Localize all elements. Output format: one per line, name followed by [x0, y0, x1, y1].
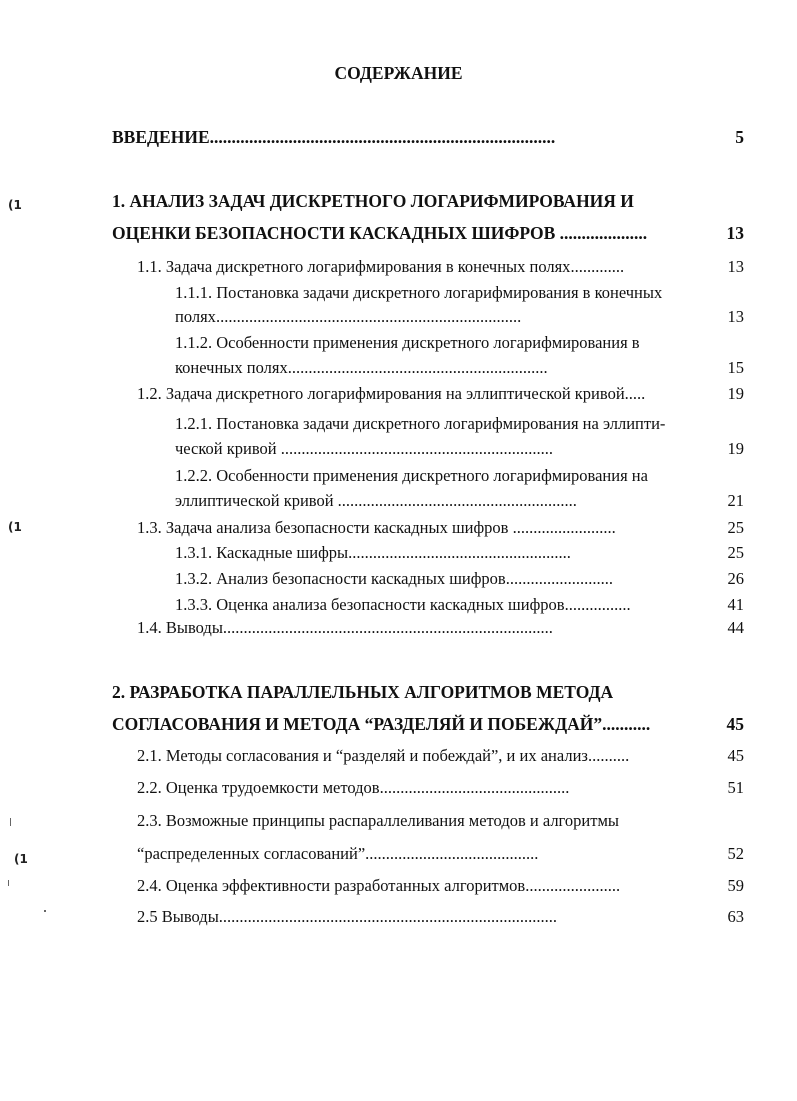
toc-leader: ..........................................	[365, 844, 539, 863]
toc-entry-text: ОЦЕНКИ БЕЗОПАСНОСТИ КАСКАДНЫХ ШИФРОВ	[112, 223, 556, 243]
toc-leader: ..........................	[505, 569, 613, 588]
toc-chapter-2-heading-line1[interactable]	[112, 681, 744, 703]
margin-mark: (1	[8, 520, 22, 534]
toc-entry-text: 2. РАЗРАБОТКА ПАРАЛЛЕЛЬНЫХ АЛГОРИТМОВ МЕТОДА	[112, 682, 614, 702]
toc-entry-1-1[interactable]	[137, 256, 744, 278]
toc-entry-text: ВВЕДЕНИЕ	[112, 127, 210, 147]
toc-entry-text: 1.3.3. Оценка анализа безопасности каскадных шифров	[175, 595, 565, 614]
toc-entry-text: 1. АНАЛИЗ ЗАДАЧ ДИСКРЕТНОГО ЛОГАРИФМИРОВАНИЯ И	[112, 191, 634, 211]
toc-leader: .......................	[525, 876, 621, 895]
toc-entry-1-4[interactable]	[137, 617, 744, 639]
toc-entry-2-5[interactable]	[137, 906, 744, 928]
toc-page-number: 25	[727, 518, 744, 537]
toc-page-number: 45	[727, 746, 744, 765]
toc-entry-text: 1.3.1. Каскадные шифры	[175, 543, 349, 562]
toc-page-number: 26	[727, 569, 744, 588]
toc-leader: ..............................................	[379, 778, 570, 797]
toc-page-number: 5	[735, 127, 744, 147]
toc-entry-1-3-3[interactable]	[175, 594, 744, 616]
toc-entry-text: 1.2.1. Постановка задачи дискретного логарифмирования на эллипти-	[175, 414, 666, 433]
toc-entry-1-2-1-line2[interactable]	[175, 438, 744, 460]
toc-entry-1-1-1-line2[interactable]	[175, 306, 744, 328]
toc-chapter-2-heading-line2[interactable]	[112, 713, 744, 735]
toc-entry-2-3-line1[interactable]	[137, 810, 744, 832]
toc-entry-1-2-2-line1[interactable]	[175, 465, 744, 487]
toc-leader: ..........	[587, 746, 630, 765]
toc-entry-text: конечных полях	[175, 358, 288, 377]
toc-entry-1-2-2-line2[interactable]	[175, 490, 744, 512]
toc-entry-1-2-1-line1[interactable]	[175, 413, 744, 435]
toc-page-number: 51	[727, 778, 744, 797]
page-title: СОДЕРЖАНИЕ	[334, 63, 463, 83]
toc-leader: ...............................................................................	[209, 127, 556, 147]
toc-page-number: 21	[727, 491, 744, 510]
toc-entry-text: 1.1.2. Особенности применения дискретного логарифмирования в	[175, 333, 640, 352]
toc-entry-text: 2.4. Оценка эффективности разработанных алгоритмов	[137, 876, 526, 895]
toc-leader: .............	[570, 257, 625, 276]
toc-entry-1-1-2-line2[interactable]	[175, 357, 744, 379]
toc-chapter-1-heading-line1[interactable]	[112, 190, 744, 212]
toc-leader: ..........................................................	[333, 491, 577, 510]
toc-chapter-1-heading-line2[interactable]	[112, 222, 744, 244]
toc-entry-2-3-line2[interactable]	[137, 843, 744, 865]
toc-entry-2-2[interactable]	[137, 777, 744, 799]
toc-entry-text: 1.3. Задача анализа безопасности каскадных шифров	[137, 518, 509, 537]
toc-entry-introduction[interactable]	[112, 126, 744, 148]
toc-entry-text: 1.2. Задача дискретного логарифмирования на эллиптической кривой	[137, 384, 625, 403]
toc-leader: ................	[564, 595, 631, 614]
toc-entry-text: 1.1. Задача дискретного логарифмирования в конечных полях	[137, 257, 571, 276]
toc-entry-1-1-1-line1[interactable]	[175, 282, 744, 304]
toc-entry-text: “распределенных согласований”	[137, 844, 366, 863]
toc-entry-text: СОГЛАСОВАНИЯ И МЕТОДА “РАЗДЕЛЯЙ И ПОБЕЖДАЙ”	[112, 714, 603, 734]
toc-entry-text: 1.1.1. Постановка задачи дискретного логарифмирования в конечных	[175, 283, 663, 302]
toc-leader: ................................................................................	[222, 618, 553, 637]
toc-page-number: 19	[727, 384, 744, 403]
toc-page-number: 13	[727, 257, 744, 276]
toc-page-number: 13	[727, 307, 744, 326]
toc-leader: ..................................................................	[276, 439, 553, 458]
scan-speck	[10, 818, 11, 826]
toc-entry-text: эллиптической кривой	[175, 491, 334, 510]
toc-entry-1-3-1[interactable]	[175, 542, 744, 564]
toc-page-number: 52	[727, 844, 744, 863]
toc-entry-text: 2.1. Методы согласования и “разделяй и побеждай”, и их анализ	[137, 746, 588, 765]
toc-page-number: 63	[727, 907, 744, 926]
toc-entry-1-3[interactable]	[137, 517, 744, 539]
toc-page-number: 15	[727, 358, 744, 377]
toc-entry-1-2[interactable]	[137, 383, 744, 405]
toc-page-number: 25	[727, 543, 744, 562]
toc-leader: ..........................................................................	[215, 307, 522, 326]
toc-entry-text: 2.2. Оценка трудоемкости методов	[137, 778, 380, 797]
toc-entry-text: ческой кривой	[175, 439, 277, 458]
margin-mark: (1	[14, 852, 28, 866]
toc-entry-text: полях	[175, 307, 216, 326]
toc-entry-text: 1.2.2. Особенности применения дискретного логарифмирования на	[175, 466, 648, 485]
toc-page-number: 13	[726, 223, 744, 243]
toc-leader: ..................................................................................	[218, 907, 558, 926]
toc-entry-2-4[interactable]	[137, 875, 744, 897]
toc-entry-1-3-2[interactable]	[175, 568, 744, 590]
toc-page-number: 59	[727, 876, 744, 895]
toc-page-number: 45	[726, 714, 744, 734]
toc-page-number: 41	[727, 595, 744, 614]
toc-entry-2-1[interactable]	[137, 745, 744, 767]
scan-speck	[44, 910, 46, 912]
toc-leader: .........................	[508, 518, 616, 537]
toc-leader: ......................................................	[348, 543, 571, 562]
toc-leader: .....	[624, 384, 646, 403]
toc-entry-1-1-2-line1[interactable]	[175, 332, 744, 354]
toc-page-number: 44	[727, 618, 744, 637]
scan-speck	[8, 880, 9, 886]
toc-entry-text: 1.4. Выводы	[137, 618, 223, 637]
toc-entry-text: 2.3. Возможные принципы распараллеливания методов и алгоритмы	[137, 811, 619, 830]
toc-entry-text: 1.3.2. Анализ безопасности каскадных шифров	[175, 569, 506, 588]
margin-mark: (1	[8, 198, 22, 212]
toc-page-number: 19	[727, 439, 744, 458]
toc-leader: ...........	[602, 714, 651, 734]
toc-leader: ....................	[555, 223, 648, 243]
toc-entry-text: 2.5 Выводы	[137, 907, 219, 926]
toc-leader: ...............................................................	[287, 358, 548, 377]
